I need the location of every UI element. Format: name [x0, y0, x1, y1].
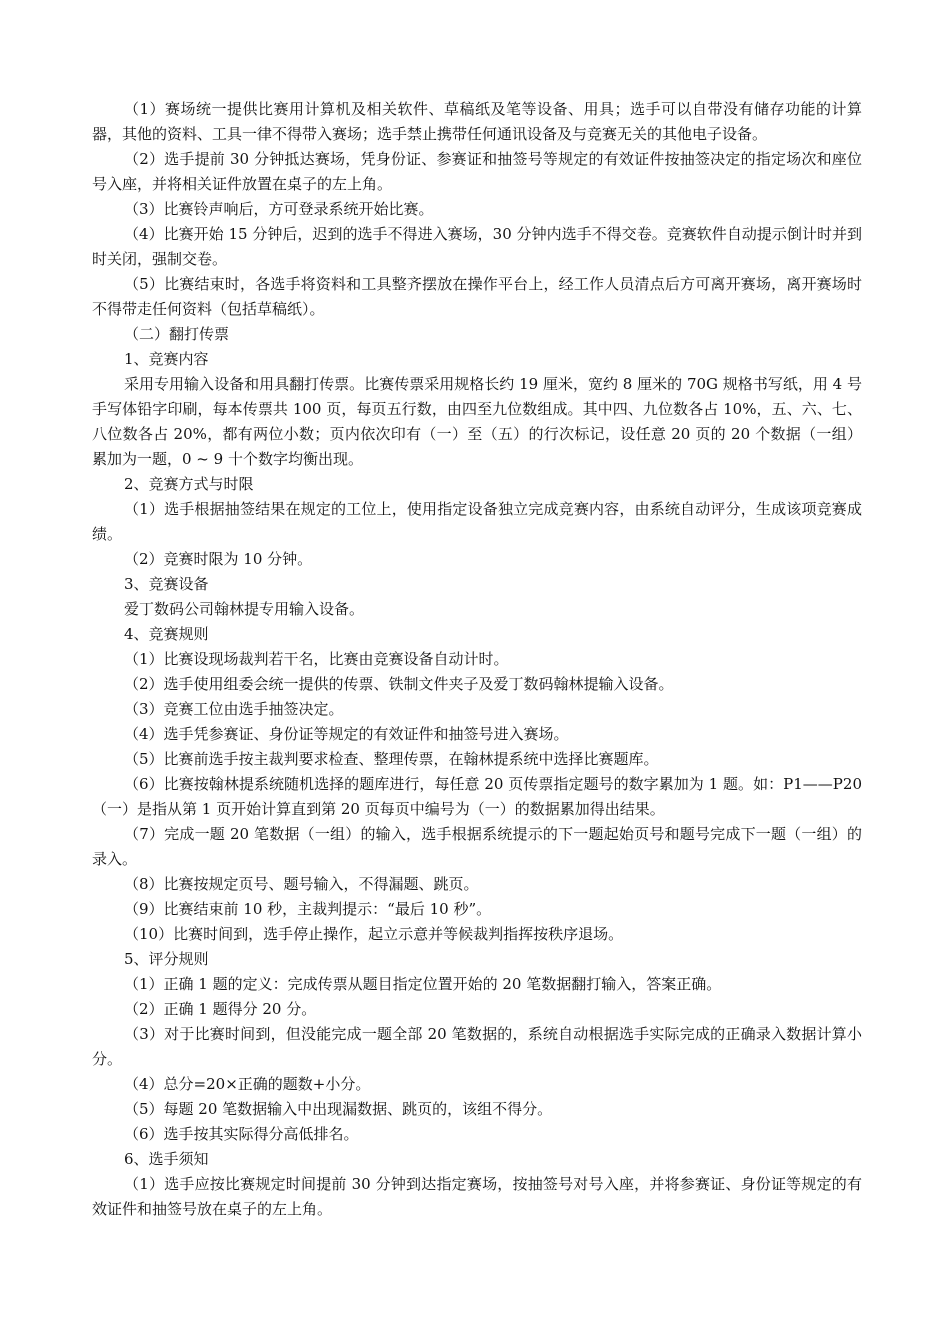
paragraph-rule-4: （4）比赛开始 15 分钟后，迟到的选手不得进入赛场，30 分钟内选手不得交卷。竞赛软件自动提示倒计时并到时关闭，强制交卷。: [92, 225, 862, 268]
paragraph-rules-5: （5）比赛前选手按主裁判要求检查、整理传票，在翰林提系统中选择比赛题库。: [124, 750, 659, 768]
paragraph-rule-2: （2）选手提前 30 分钟抵达赛场，凭身份证、参赛证和抽签号等规定的有效证件按抽签决定的指定场次和座位号入座，并将相关证件放置在桌子的左上角。: [92, 150, 862, 193]
subheading-scoring: 5、评分规则: [124, 950, 209, 968]
paragraph-scoring-5: （5）每题 20 笔数据输入中出现漏数据、跳页的，该组不得分。: [124, 1100, 553, 1118]
paragraph-rule-5: （5）比赛结束时，各选手将资料和工具整齐摆放在操作平台上，经工作人员清点后方可离开赛场，离开赛场时不得带走任何资料（包括草稿纸）。: [92, 275, 862, 318]
paragraph-rules-1: （1）比赛设现场裁判若干名，比赛由竞赛设备自动计时。: [124, 650, 509, 668]
paragraph-rules-7: （7）完成一题 20 笔数据（一组）的输入，选手根据系统提示的下一题起始页号和题号完成下一题（一组）的录入。: [92, 825, 862, 868]
paragraph-equipment: 爱丁数码公司翰林提专用输入设备。: [124, 600, 365, 618]
paragraph-rule-1: （1）赛场统一提供比赛用计算机及相关软件、草稿纸及笔等设备、用具；选手可以自带没有储存功能的计算器，其他的资料、工具一律不得带入赛场；选手禁止携带任何通讯设备及与竞赛无关的其他电子设备。: [92, 100, 862, 143]
paragraph-rules-8: （8）比赛按规定页号、题号输入，不得漏题、跳页。: [124, 875, 479, 893]
paragraph-scoring-2: （2）正确 1 题得分 20 分。: [124, 1000, 317, 1018]
paragraph-scoring-1: （1）正确 1 题的定义：完成传票从题目指定位置开始的 20 笔数据翻打输入，答案正确。: [124, 975, 722, 993]
paragraph-rules-3: （3）竞赛工位由选手抽签决定。: [124, 700, 344, 718]
paragraph-rules-2: （2）选手使用组委会统一提供的传票、铁制文件夹子及爱丁数码翰林提输入设备。: [124, 675, 674, 693]
subheading-rules: 4、竞赛规则: [124, 625, 209, 643]
paragraph-method-2: （2）竞赛时限为 10 分钟。: [124, 550, 313, 568]
paragraph-method-1: （1）选手根据抽签结果在规定的工位上，使用指定设备独立完成竞赛内容，由系统自动评分，生成该项竞赛成绩。: [92, 500, 862, 543]
paragraph-rule-3: （3）比赛铃声响后，方可登录系统开始比赛。: [124, 200, 434, 218]
subheading-content: 1、竞赛内容: [124, 350, 209, 368]
subheading-notice: 6、选手须知: [124, 1150, 209, 1168]
paragraph-scoring-4: （4）总分=20×正确的题数+小分。: [124, 1075, 371, 1093]
paragraph-notice-1: （1）选手应按比赛规定时间提前 30 分钟到达指定赛场，按抽签号对号入座，并将参赛证、身份证等规定的有效证件和抽签号放在桌子的左上角。: [92, 1175, 862, 1218]
document-body: [92, 97, 862, 1222]
paragraph-content: 采用专用输入设备和用具翻打传票。比赛传票采用规格长约 19 厘米，宽约 8 厘米的 70G 规格书写纸，用 4 号手写体铅字印刷，每本传票共 100 页，每页五行数，由四至九位数组成。其中四、九位数各占 10%，五、六、七、八位数各占 20%，都有两位小数；页内依次印有（一）至（五）的行次标记，设任意 20 页的 20 个数据（一组）累加为一题，0 ~ 9 十个数字均衡出现。: [92, 375, 862, 468]
subheading-method-time: 2、竞赛方式与时限: [124, 475, 254, 493]
paragraph-rules-4: （4）选手凭参赛证、身份证等规定的有效证件和抽签号进入赛场。: [124, 725, 569, 743]
paragraph-scoring-3: （3）对于比赛时间到，但没能完成一题全部 20 笔数据的，系统自动根据选手实际完成的正确录入数据计算小分。: [92, 1025, 862, 1068]
paragraph-rules-6: （6）比赛按翰林提系统随机选择的题库进行，每任意 20 页传票指定题号的数字累加为 1 题。如：P1——P20（一）是指从第 1 页开始计算直到第 20 页每页中编号为（一）的数据累加得出结果。: [92, 775, 862, 818]
subheading-equipment: 3、竞赛设备: [124, 575, 209, 593]
paragraph-rules-10: （10）比赛时间到，选手停止操作，起立示意并等候裁判指挥按秩序退场。: [124, 925, 624, 943]
section-heading-voucher: （二）翻打传票: [124, 325, 230, 343]
paragraph-rules-9: （9）比赛结束前 10 秒，主裁判提示：“最后 10 秒”。: [124, 900, 492, 918]
paragraph-scoring-6: （6）选手按其实际得分高低排名。: [124, 1125, 359, 1143]
